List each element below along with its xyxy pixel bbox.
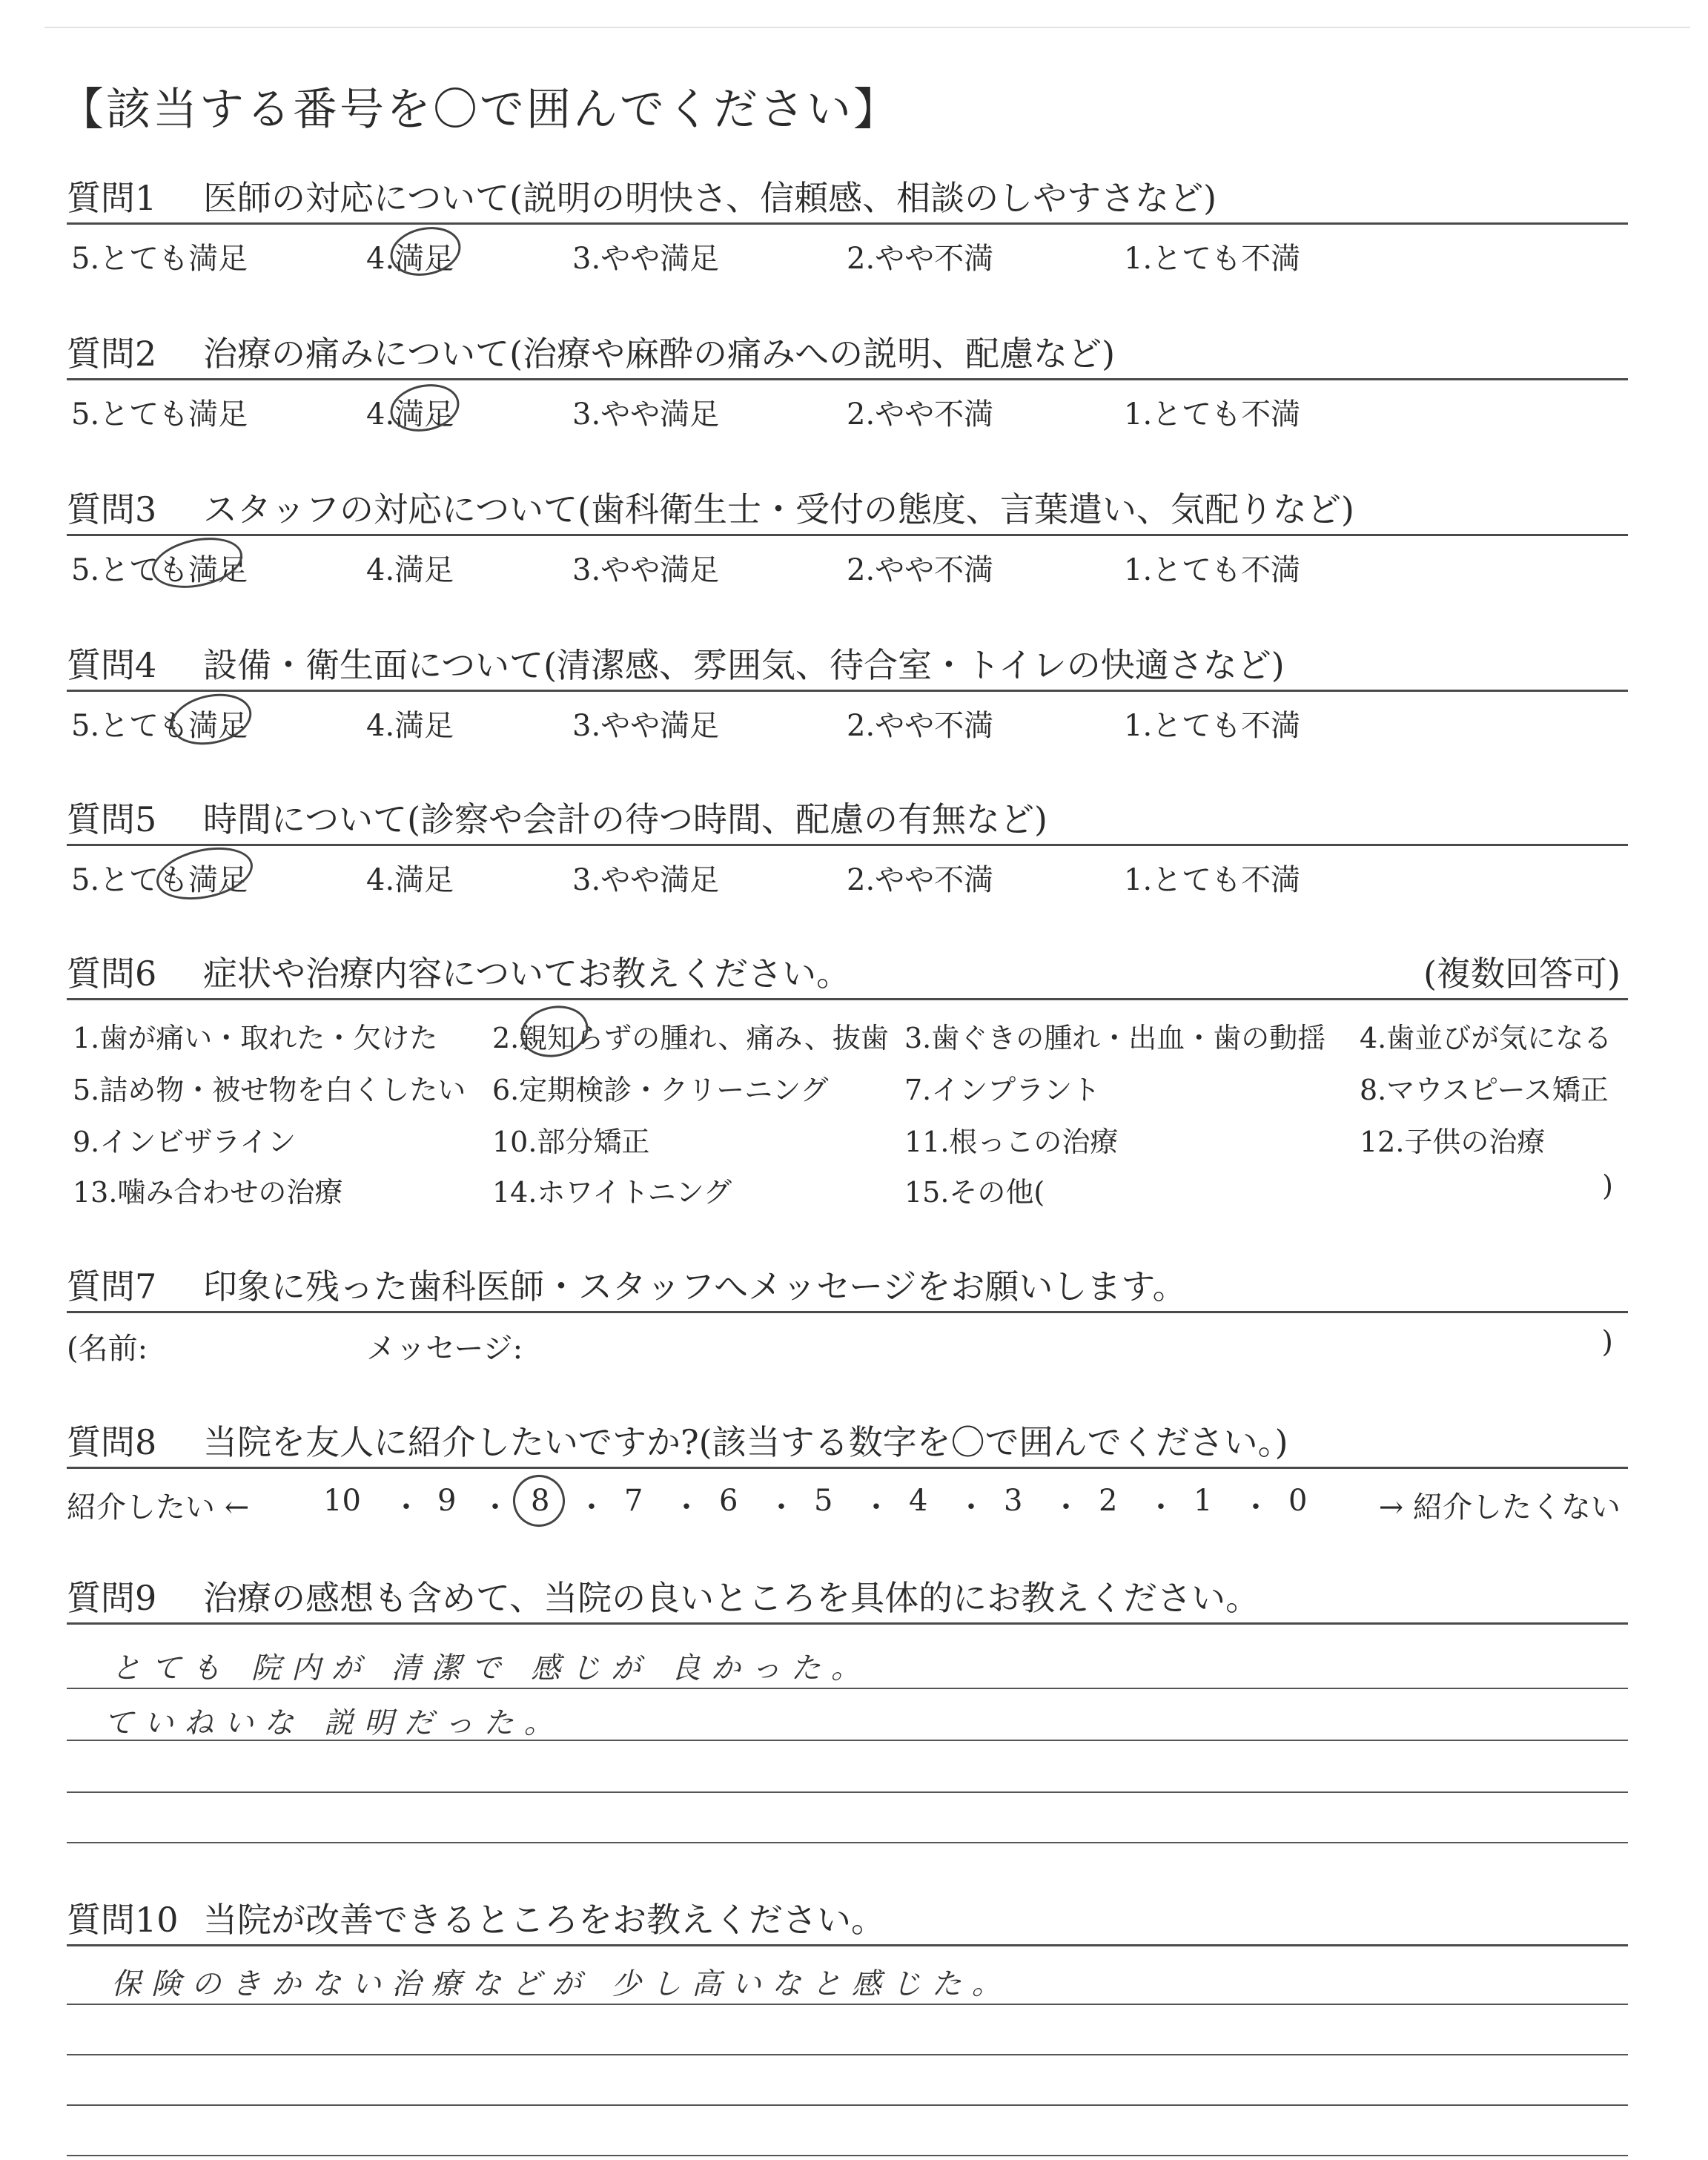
scale-6[interactable]: 6 [719, 1484, 738, 1518]
question-label: 質問9 [67, 1578, 157, 1618]
question-3 [67, 488, 1628, 587]
option-1[interactable]: 1.とても不満 [1124, 553, 1301, 587]
scale-separator: ・ [861, 1490, 891, 1525]
symptom-option[interactable]: 8.マウスピース矯正 [1360, 1074, 1609, 1106]
symptom-option[interactable]: 13.噛み合わせの治療 [73, 1176, 343, 1209]
question-2 [67, 332, 1628, 432]
option-3[interactable]: 3.やや満足 [572, 242, 720, 276]
symptom-option[interactable]: 14.ホワイトニング [492, 1176, 732, 1209]
close-paren: ) [1601, 1325, 1613, 1359]
question-text: 当院を友人に紹介したいですか?(該当する数字を〇で囲んでください。) [203, 1422, 1288, 1462]
option-3[interactable]: 3.やや満足 [572, 553, 720, 587]
question-label: 質問6 [67, 954, 157, 994]
answer-line [67, 2004, 1628, 2005]
symptom-option[interactable]: 4.歯並びが気になる [1360, 1022, 1612, 1054]
question-text: 治療の感想も含めて、当院の良いところを具体的にお教えください。 [203, 1578, 1260, 1618]
symptom-option[interactable]: 10.部分矯正 [492, 1126, 650, 1158]
scale-10[interactable]: 10 [323, 1484, 361, 1518]
question-label: 質問5 [67, 799, 157, 839]
question-5 [67, 798, 1628, 897]
scale-separator: ・ [577, 1490, 606, 1525]
scale-separator: ・ [1241, 1490, 1271, 1525]
scale-7[interactable]: 7 [624, 1484, 643, 1518]
scale-right-label: → 紹介したくない [1378, 1490, 1621, 1525]
question-label: 質問2 [67, 334, 157, 374]
question-6 [67, 952, 1628, 1208]
option-5[interactable]: 5.とても満足 [71, 242, 248, 276]
answer-line [67, 1842, 1628, 1843]
question-label: 質問4 [67, 645, 157, 685]
scale-separator: ・ [672, 1490, 701, 1525]
symptom-option[interactable]: 2.親知らずの腫れ、痛み、抜歯 [492, 1022, 889, 1054]
option-4[interactable]: 4.満足 [366, 553, 454, 587]
scale-2[interactable]: 2 [1099, 1484, 1118, 1518]
symptom-options [67, 1000, 1628, 1208]
scale-separator: ・ [767, 1490, 796, 1525]
scale-5[interactable]: 5 [814, 1484, 833, 1518]
divider [67, 1944, 1628, 1946]
scale-separator: ・ [391, 1490, 421, 1525]
answer-line [67, 1688, 1628, 1689]
question-8 [67, 1421, 1628, 1525]
rating-options [67, 536, 1628, 587]
question-10 [67, 1898, 1628, 1946]
question-text: 印象に残った歯科医師・スタッフへメッセージをお願いします。 [203, 1266, 1187, 1307]
scale-8[interactable]: 8 [531, 1484, 550, 1518]
rating-options [67, 846, 1628, 897]
option-1[interactable]: 1.とても不満 [1124, 863, 1301, 897]
divider [67, 1622, 1628, 1625]
question-text: 医師の対応について(説明の明快さ、信頼感、相談のしやすさなど) [203, 178, 1217, 218]
answer-line [67, 2104, 1628, 2106]
question-label: 質問10 [67, 1900, 179, 1940]
option-3[interactable]: 3.やや満足 [572, 397, 720, 432]
scale-separator: ・ [956, 1490, 986, 1525]
scale-3[interactable]: 3 [1004, 1484, 1023, 1518]
scale-4[interactable]: 4 [909, 1484, 928, 1518]
option-1[interactable]: 1.とても不満 [1124, 242, 1301, 276]
option-4[interactable]: 4.満足 [366, 397, 454, 432]
other-close-paren: ) [1602, 1169, 1613, 1202]
option-1[interactable]: 1.とても不満 [1124, 709, 1301, 743]
symptom-option[interactable]: 6.定期検診・クリーニング [492, 1074, 829, 1106]
message-label: メッセージ: [366, 1332, 523, 1366]
answer-line [67, 1791, 1628, 1793]
option-3[interactable]: 3.やや満足 [572, 709, 720, 743]
selection-circle-mark [508, 1470, 569, 1531]
recommend-scale [67, 1469, 1628, 1525]
question-text: 当院が改善できるところをお教えください。 [203, 1900, 885, 1940]
answer-line [67, 2155, 1628, 2156]
question-text: 治療の痛みについて(治療や麻酔の痛みへの説明、配慮など) [203, 334, 1116, 374]
rating-options [67, 380, 1628, 432]
question-label: 質問7 [67, 1266, 157, 1307]
option-2[interactable]: 2.やや不満 [847, 242, 994, 276]
option-5[interactable]: 5.とても満足 [71, 863, 248, 897]
scale-separator: ・ [1146, 1490, 1176, 1525]
handwritten-answer: ていねいな 説明だった。 [104, 1706, 564, 1740]
symptom-option[interactable]: 12.子供の治療 [1360, 1126, 1546, 1158]
scale-separator: ・ [480, 1490, 510, 1525]
option-5[interactable]: 5.とても満足 [71, 397, 248, 432]
message-line [67, 1313, 1628, 1366]
name-label: (名前: [67, 1332, 148, 1366]
question-label: 質問3 [67, 489, 157, 529]
question-1 [67, 176, 1628, 276]
symptom-option[interactable]: 1.歯が痛い・取れた・欠けた [73, 1022, 438, 1054]
option-4[interactable]: 4.満足 [366, 709, 454, 743]
handwritten-answer: 保険のきかない治療などが 少し高いなと感じた。 [111, 1967, 1012, 2001]
question-7 [67, 1265, 1628, 1366]
symptom-option[interactable]: 3.歯ぐきの腫れ・出血・歯の動揺 [904, 1022, 1326, 1054]
multiple-answers-note: (複数回答可) [1423, 954, 1621, 994]
option-2[interactable]: 2.やや不満 [847, 397, 994, 432]
option-5[interactable]: 5.とても満足 [71, 709, 248, 743]
option-2[interactable]: 2.やや不満 [847, 863, 994, 897]
question-text: 設備・衛生面について(清潔感、雰囲気、待合室・トイレの快適さなど) [203, 645, 1285, 685]
question-9 [67, 1576, 1628, 1625]
question-label: 質問1 [67, 178, 157, 218]
option-3[interactable]: 3.やや満足 [572, 863, 720, 897]
question-4 [67, 644, 1628, 743]
option-4[interactable]: 4.満足 [366, 863, 454, 897]
option-4[interactable]: 4.満足 [366, 242, 454, 276]
answer-line [67, 2054, 1628, 2055]
top-border [44, 27, 1690, 28]
question-text: スタッフの対応について(歯科衛生士・受付の態度、言葉遣い、気配りなど) [203, 489, 1354, 529]
option-2[interactable]: 2.やや不満 [847, 709, 994, 743]
option-5[interactable]: 5.とても満足 [71, 553, 248, 587]
scale-1[interactable]: 1 [1194, 1484, 1213, 1518]
page-title: 【該当する番号を〇で囲んでください】 [59, 84, 900, 136]
rating-options [67, 692, 1628, 743]
symptom-option[interactable]: 9.インビザライン [73, 1126, 297, 1158]
symptom-option[interactable]: 5.詰め物・被せ物を白くしたい [73, 1074, 466, 1106]
handwritten-answer: とても 院内が 清潔で 感じが 良かった。 [111, 1651, 871, 1685]
scale-separator: ・ [1051, 1490, 1081, 1525]
option-1[interactable]: 1.とても不満 [1124, 397, 1301, 432]
scale-9[interactable]: 9 [437, 1484, 457, 1518]
symptom-option[interactable]: 7.インプラント [904, 1074, 1101, 1106]
question-label: 質問8 [67, 1422, 157, 1462]
scale-left-label: 紹介したい ← [67, 1490, 250, 1525]
option-2[interactable]: 2.やや不満 [847, 553, 994, 587]
question-text: 時間について(診察や会計の待つ時間、配慮の有無など) [203, 799, 1047, 839]
scale-0[interactable]: 0 [1288, 1484, 1308, 1518]
question-text: 症状や治療内容についてお教えください。 [203, 954, 851, 994]
symptom-option[interactable]: 11.根っこの治療 [904, 1126, 1119, 1158]
rating-options [67, 225, 1628, 276]
symptom-option[interactable]: 15.その他( [904, 1176, 1045, 1209]
